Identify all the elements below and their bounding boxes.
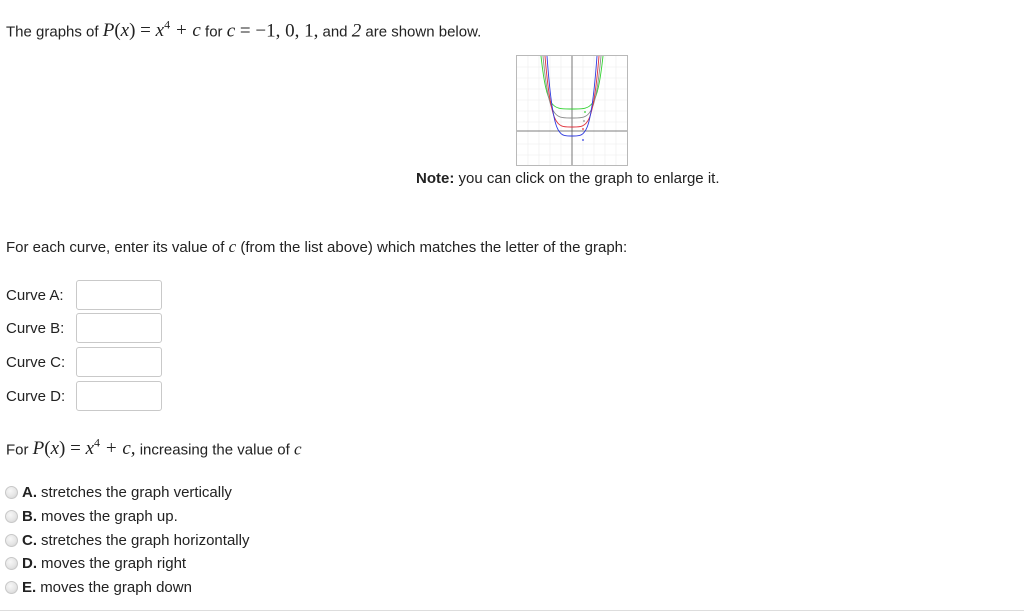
intro-for: for	[200, 23, 227, 41]
question-formula: $P(x) = x^4 + c$,	[32, 436, 136, 460]
curve-b-marker	[582, 128, 584, 130]
graph-note: Note: you can click on the graph to enlarge it.	[416, 170, 720, 187]
curve-b-input[interactable]	[76, 313, 162, 343]
intro-text: The graphs of $P(x) = x^4 + c$ for c = −1, 0, 1, and 2 are shown below.	[6, 18, 482, 42]
question-text: For $P(x) = x^4 + c$, increasing the value of c	[6, 436, 302, 460]
curve-d-input[interactable]	[76, 381, 162, 411]
intro-values: c = −1, 0, 1,	[226, 20, 319, 42]
curve-b-label: Curve B:	[6, 319, 65, 337]
bottom-divider	[0, 610, 1024, 611]
intro-suffix: are shown below.	[361, 23, 482, 41]
curve-c-row	[6, 347, 162, 377]
option-b-radio[interactable]	[5, 510, 18, 523]
intro-formula: $P(x) = x^4 + c$	[102, 18, 201, 42]
curve-a-row	[6, 280, 162, 310]
graph-svg	[517, 56, 627, 165]
option-c-radio[interactable]	[5, 534, 18, 547]
option-c[interactable]: C. stretches the graph horizontally	[5, 532, 249, 549]
intro-prefix: The graphs of	[6, 23, 103, 41]
option-e-radio[interactable]	[5, 581, 18, 594]
curve-b-row	[6, 313, 162, 343]
curve-a-input[interactable]	[76, 280, 162, 310]
option-a[interactable]: A. stretches the graph vertically	[5, 484, 232, 501]
curve-c-input[interactable]	[76, 347, 162, 377]
curve-d-label: Curve D:	[6, 387, 66, 405]
graph-thumbnail[interactable]	[516, 55, 628, 166]
curve-d-marker	[584, 111, 586, 113]
option-d[interactable]: D. moves the graph right	[5, 555, 186, 572]
curve-c-label: Curve C:	[6, 353, 66, 371]
curve-a-marker	[582, 139, 584, 141]
instructions-text: For each curve, enter its value of c (from the list above) which matches the letter of the graph:	[6, 237, 628, 256]
curve-d-row	[6, 381, 162, 411]
curve-c-marker	[583, 120, 585, 122]
option-a-radio[interactable]	[5, 486, 18, 499]
option-d-radio[interactable]	[5, 557, 18, 570]
option-e[interactable]: E. moves the graph down	[5, 579, 192, 596]
curve-a-label: Curve A:	[6, 286, 64, 304]
option-b[interactable]: B. moves the graph up.	[5, 508, 178, 525]
